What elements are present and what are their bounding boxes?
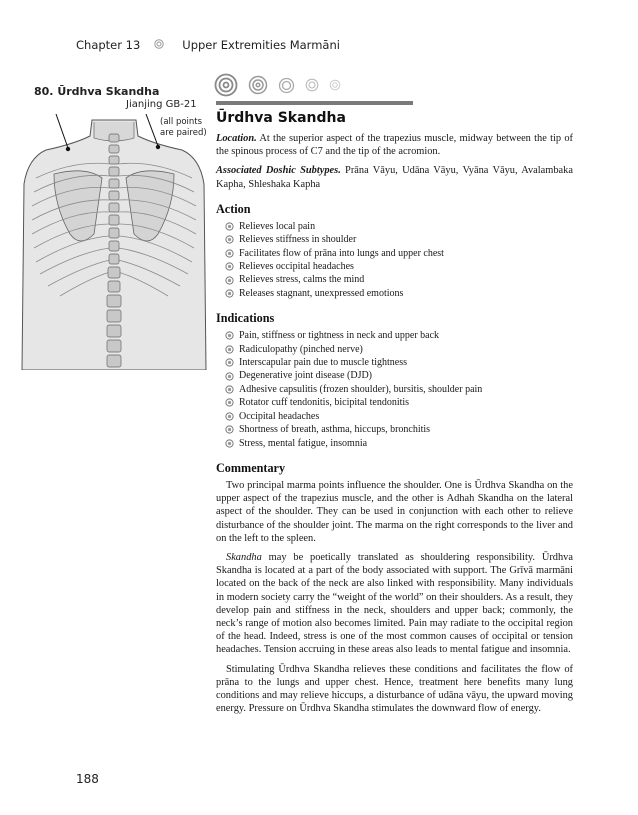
section-label: Upper Extremities Marmāni xyxy=(182,38,340,52)
bullet-icon xyxy=(225,276,234,285)
list-item xyxy=(225,233,573,246)
list-item xyxy=(225,437,573,450)
list-item-text: Relieves stiffness in shoulder xyxy=(239,234,357,246)
list-item-text: Interscapular pain due to muscle tightness xyxy=(239,357,408,369)
commentary-heading: Commentary xyxy=(216,460,286,475)
list-item-text: Relieves local pain xyxy=(239,220,316,232)
list-item-text: Relieves occipital headaches xyxy=(239,261,354,273)
bullet-icon xyxy=(225,412,234,421)
bullet-icon xyxy=(225,289,234,298)
bullet-icon xyxy=(225,222,234,231)
list-item-text: Shortness of breath, asthma, hiccups, bronchitis xyxy=(239,424,431,436)
bullet-icon xyxy=(225,439,234,448)
figure-title: 80. Ūrdhva Skandha xyxy=(34,85,160,98)
list-item xyxy=(225,410,573,423)
list-item xyxy=(225,383,573,396)
article-title: Ūrdhva Skandha xyxy=(216,110,346,126)
commentary-paragraph-2 xyxy=(216,551,573,657)
page-number: 188 xyxy=(76,772,99,786)
doshic-text: Prāna Vāyu, Udāna Vāyu, Vyāna Vāyu, Avalambaka Kapha, Shleshaka Kapha xyxy=(216,165,573,190)
indications-list xyxy=(216,329,573,450)
chapter-label: Chapter 13 xyxy=(76,38,141,52)
spiral-icon xyxy=(278,77,295,94)
action-heading: Action xyxy=(216,201,251,216)
list-item xyxy=(225,369,573,382)
spiral-icon xyxy=(154,38,164,52)
list-item xyxy=(225,287,573,300)
back-anatomy-illustration xyxy=(14,114,214,375)
location-text: At the superior aspect of the trapezius muscle, midway between the tip of the spinous process of C7 and the tip of the acromion. xyxy=(216,133,573,158)
skandha-term: Skandha xyxy=(226,551,262,563)
bullet-icon xyxy=(225,398,234,407)
list-item-text: Adhesive capsulitis (frozen shoulder), bursitis, shoulder pain xyxy=(239,383,483,395)
list-item xyxy=(225,273,573,286)
spiral-ornament-row xyxy=(214,73,351,97)
spiral-icon xyxy=(248,75,268,95)
figure-point-label: Jianjing GB-21 xyxy=(126,99,197,110)
spiral-icon xyxy=(305,78,319,92)
list-item xyxy=(225,343,573,356)
bullet-icon xyxy=(225,358,234,367)
list-item-text: Releases stagnant, unexpressed emotions xyxy=(239,287,404,299)
running-header xyxy=(76,38,340,52)
list-item-text: Pain, stiffness or tightness in neck and upper back xyxy=(239,330,440,342)
list-item-text: Occipital headaches xyxy=(239,410,320,422)
list-item xyxy=(225,396,573,409)
bullet-icon xyxy=(225,385,234,394)
bullet-icon xyxy=(225,372,234,381)
list-item-text: Radiculopathy (pinched nerve) xyxy=(239,343,363,355)
list-item xyxy=(225,329,573,342)
commentary-paragraph-2-text: may be poetically translated as shouldering responsibility. Ūrdhva Skandha is located at a part of the body associated with support. The Grīvā marmāni located on the back of the neck are also linked with responsibility. Many individuals in modern society carry the “weight of the world” on their shoulders. As a result, they develop pain and stiffness in the neck, shoulders and upper back; commonly, the neck’s range of motion also becomes limited. Pain may radiate to the occipital region of the head. Indeed, stress is one of the most common causes of occipital or tension headaches. Tension accruing in these areas also leads to mental fatigue and insomnia. xyxy=(216,551,573,656)
list-item-text: Rotator cuff tendonitis, bicipital tendonitis xyxy=(239,397,410,409)
doshic-paragraph xyxy=(216,164,573,190)
bullet-icon xyxy=(225,262,234,271)
bullet-icon xyxy=(225,331,234,340)
article xyxy=(216,110,573,721)
list-item xyxy=(225,220,573,233)
bullet-icon xyxy=(225,345,234,354)
bullet-icon xyxy=(225,249,234,258)
list-item xyxy=(225,247,573,260)
spiral-icon xyxy=(214,73,238,97)
list-item-text: Stress, mental fatigue, insomnia xyxy=(239,437,368,449)
location-label: Location. xyxy=(216,133,257,144)
spiral-icon xyxy=(329,79,341,91)
bullet-icon xyxy=(225,425,234,434)
list-item-text: Facilitates flow of prāna into lungs and upper chest xyxy=(239,247,444,259)
list-item xyxy=(225,260,573,273)
commentary-paragraph-3: Stimulating Ūrdhva Skandha relieves these conditions and facilitates the flow of prāna to the lungs and upper chest. Hence, treatment here benefits many lung conditions and may relieve hiccups, a disturbance of udāna vāyu, the upward moving energy. Pressure on Ūrdhva Skandha stimulates the downward flow of energy. xyxy=(216,663,573,715)
action-list xyxy=(216,220,573,300)
indications-heading: Indications xyxy=(216,311,275,326)
doshic-label: Associated Doshic Subtypes. xyxy=(216,165,341,177)
list-item xyxy=(225,356,573,369)
list-item xyxy=(225,423,573,436)
title-rule xyxy=(216,101,413,105)
bullet-icon xyxy=(225,235,234,244)
location-paragraph xyxy=(216,132,573,158)
list-item-text: Relieves stress, calms the mind xyxy=(239,274,365,286)
figure-note: (all points are paired) xyxy=(160,117,207,138)
list-item-text: Degenerative joint disease (DJD) xyxy=(239,370,373,382)
commentary-paragraph-1: Two principal marma points influence the shoulder. One is Ūrdhva Skandha on the upper aspect of the trapezius muscle, and the other is Adhah Skandha on the lateral aspect of the shoulder. They can be used in conjunction with each other to relieve disturbance of the shoulder joint. The marma on the right corresponds to the liver and on the left to the spleen. xyxy=(216,479,573,544)
